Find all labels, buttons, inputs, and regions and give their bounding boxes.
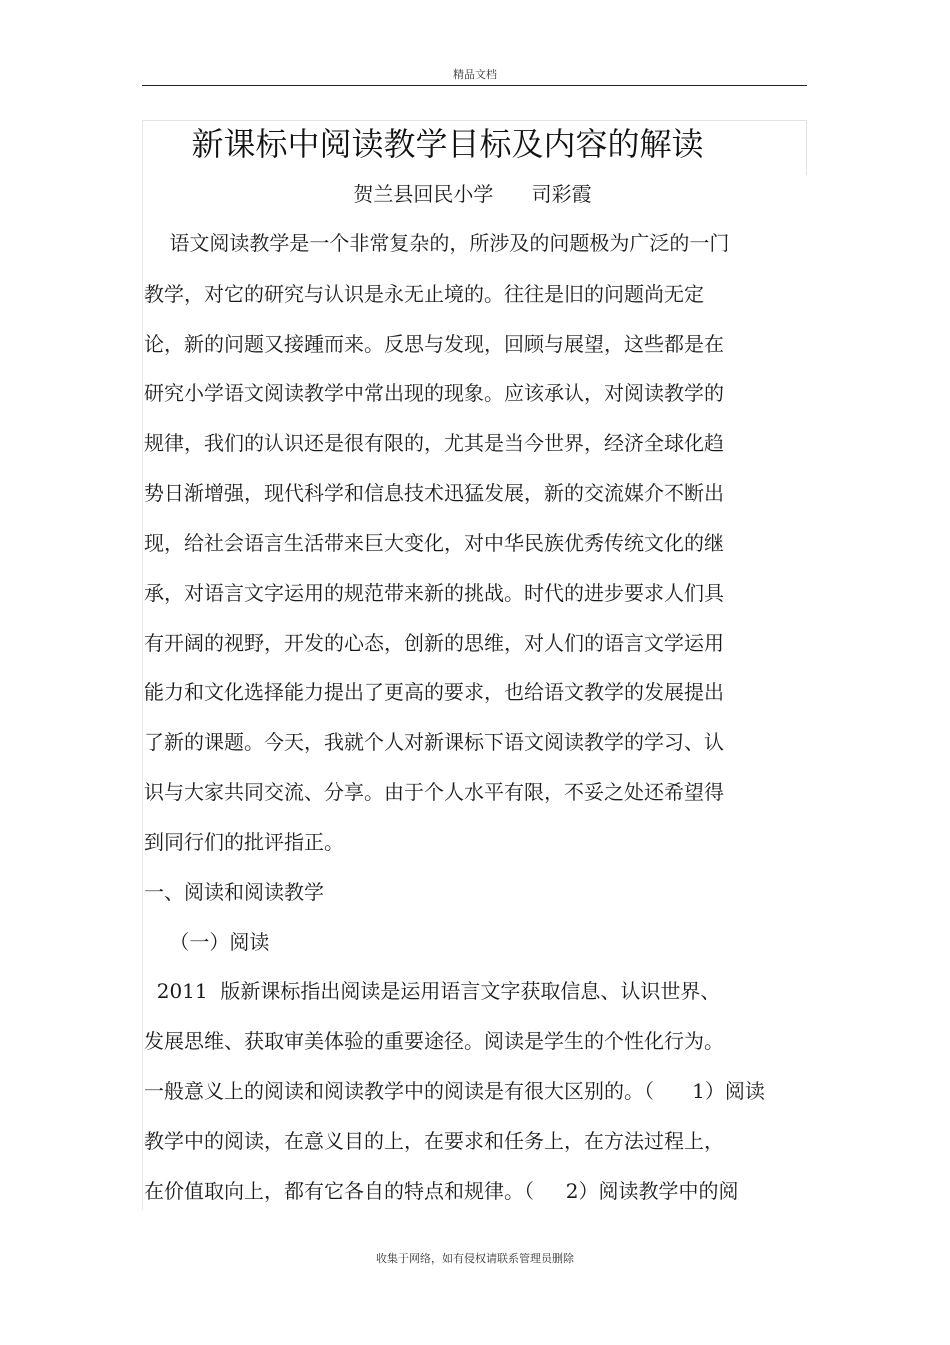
paragraph-line: 能力和文化选择能力提出了更高的要求，也给语文教学的发展提出 <box>144 680 724 704</box>
paragraph-line: 教学，对它的研究与认识是永无止境的。往往是旧的问题尚无定 <box>144 282 704 306</box>
paragraph-line: 了新的课题。今天，我就个人对新课标下语文阅读教学的学习、认 <box>144 730 724 754</box>
paragraph-line: 语文阅读教学是一个非常复杂的，所涉及的问题极为广泛的一门 <box>144 231 730 255</box>
page-footer-text: 收集于网络，如有侵权请联系管理员删除 <box>376 1252 574 1265</box>
page-header-text: 精品文档 <box>453 68 497 81</box>
paragraph-line: 到同行们的批评指正。 <box>144 830 344 854</box>
paragraph-line: 一般意义上的阅读和阅读教学中的阅读是有很大区别的。（ 1）阅读 <box>144 1079 765 1103</box>
paragraph-line: 在价值取向上，都有它各自的特点和规律。（ 2）阅读教学中的阅 <box>144 1179 739 1203</box>
subsection-heading: （一）阅读 <box>144 930 270 954</box>
paragraph-line: 识与大家共同交流、分享。由于个人水平有限，不妥之处还希望得 <box>144 780 724 804</box>
paragraph-line: 规律，我们的认识还是很有限的，尤其是当今世界，经济全球化趋 <box>144 431 724 455</box>
paragraph-line: 势日渐增强，现代科学和信息技术迅猛发展，新的交流媒介不断出 <box>144 481 724 505</box>
paragraph-line: 研究小学语文阅读教学中常出现的现象。应该承认，对阅读教学的 <box>144 381 724 405</box>
paragraph-line: 2011 版新课标指出阅读是运用语言文字获取信息、认识世界、 <box>144 979 721 1003</box>
section-heading: 一、阅读和阅读教学 <box>144 880 324 904</box>
paragraph-line: 有开阔的视野，开发的心态，创新的思维，对人们的语言文学运用 <box>144 631 724 655</box>
paragraph-line: 现，给社会语言生活带来巨大变化，对中华民族优秀传统文化的继 <box>144 531 724 555</box>
text-frame-left-border <box>142 120 143 1210</box>
header-divider <box>142 85 807 86</box>
paragraph-line: 论，新的问题又接踵而来。反思与发现，回顾与展望，这些都是在 <box>144 332 724 356</box>
author-line: 贺兰县回民小学 司彩霞 <box>353 182 592 206</box>
paragraph-line: 教学中的阅读，在意义目的上，在要求和任务上，在方法过程上， <box>144 1129 724 1153</box>
document-title: 新课标中阅读教学目标及内容的解读 <box>191 125 704 163</box>
paragraph-line: 承，对语言文字运用的规范带来新的挑战。时代的进步要求人们具 <box>144 581 724 605</box>
paragraph-line: 发展思维、获取审美体验的重要途径。阅读是学生的个性化行为。 <box>144 1029 724 1053</box>
text-frame-top-border <box>142 120 807 121</box>
